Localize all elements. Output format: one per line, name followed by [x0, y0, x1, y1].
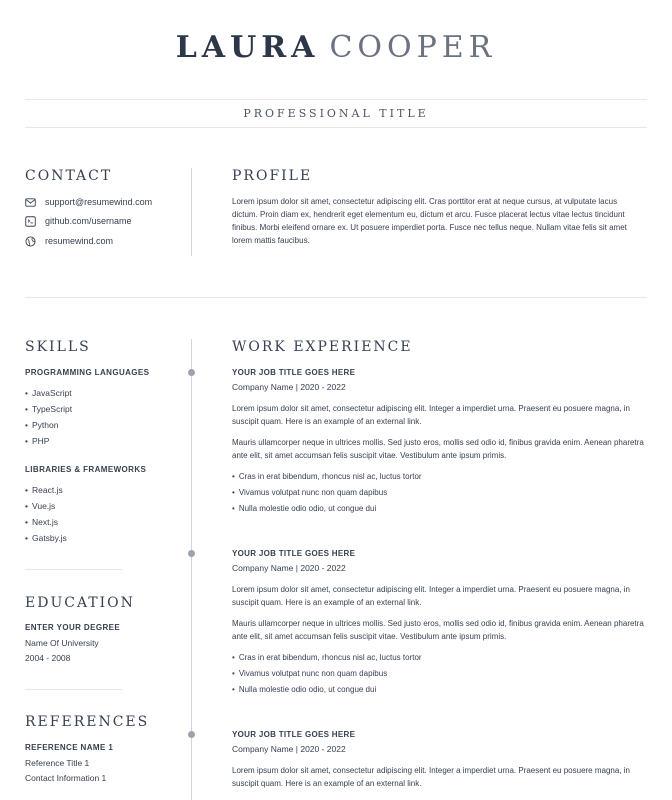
- skill-item: • PHP: [25, 436, 49, 446]
- skill-group-title: LIBRARIES & FRAMEWORKS: [25, 465, 147, 474]
- sidebar-separator: [25, 689, 122, 690]
- professional-title: PROFESSIONAL TITLE: [243, 107, 429, 120]
- timeline-dot: [188, 550, 195, 557]
- education-university: Name Of University: [25, 638, 99, 648]
- github-icon: [25, 216, 36, 227]
- reference-contact: Contact Information 1: [25, 773, 107, 783]
- first-name: LAURA: [175, 30, 320, 65]
- job-company: Company Name | 2020 - 2022: [232, 563, 346, 573]
- job-description: Mauris ullamcorper neque in ultrices mollis. Sed justo eros, mollis sed odio id, finibus gravida enim. Aenean pharetra ante elit, sit amet accumsan felis suscipit vitae. Vestibulum ante ipsum primis.: [232, 438, 644, 460]
- contact-website[interactable]: [25, 234, 113, 248]
- contact-github[interactable]: [25, 214, 132, 228]
- contact-website-text: resumewind.com: [45, 236, 114, 246]
- job-description: Lorem ipsum dolor sit amet, consectetur adipiscing elit. Integer a imperdiet urna. Praesent eu posuere magna, in suscipit quam. Here is an example of an external link.: [232, 404, 630, 426]
- skill-item: • React.js: [25, 485, 63, 495]
- globe-icon: [25, 236, 36, 247]
- job-title: YOUR JOB TITLE GOES HERE: [232, 730, 356, 739]
- job-bullet: • Vivamus volutpat nunc non quam dapibus: [232, 488, 387, 497]
- job-company: Company Name | 2020 - 2022: [232, 744, 346, 754]
- job-description: Lorem ipsum dolor sit amet, consectetur adipiscing elit. Integer a imperdiet urna. Praesent eu posuere magna, in suscipit quam. Here is an example of an external link.: [232, 766, 630, 788]
- skill-group-title: PROGRAMMING LANGUAGES: [25, 368, 150, 377]
- column-divider-top: [191, 168, 192, 256]
- timeline-dot: [188, 369, 195, 376]
- skill-item: • JavaScript: [25, 388, 72, 398]
- education-heading: EDUCATION: [25, 595, 135, 611]
- skill-item: • TypeScript: [25, 404, 72, 414]
- reference-title: Reference Title 1: [25, 758, 90, 768]
- sidebar-separator: [25, 569, 122, 570]
- skill-item: • Python: [25, 420, 58, 430]
- section-separator: [25, 297, 647, 298]
- skill-item: • Gatsby.js: [25, 533, 67, 543]
- job-bullet: • Cras in erat bibendum, rhoncus nisl ac, luctus tortor: [232, 653, 422, 662]
- contact-github-text: github.com/username: [45, 216, 132, 226]
- contact-heading: CONTACT: [25, 168, 113, 184]
- skill-item: • Vue.js: [25, 501, 55, 511]
- contact-email[interactable]: [25, 195, 152, 209]
- work-heading: WORK EXPERIENCE: [232, 339, 413, 355]
- reference-name: REFERENCE NAME 1: [25, 743, 114, 752]
- last-name: COOPER: [329, 30, 497, 65]
- skill-item: • Next.js: [25, 517, 58, 527]
- job-title: YOUR JOB TITLE GOES HERE: [232, 549, 356, 558]
- job-bullet: • Vivamus volutpat nunc non quam dapibus: [232, 669, 387, 678]
- references-heading: REFERENCES: [25, 714, 150, 730]
- timeline-dot: [188, 731, 195, 738]
- education-degree: ENTER YOUR DEGREE: [25, 623, 121, 632]
- mail-icon: [25, 197, 36, 208]
- profile-heading: PROFILE: [232, 168, 313, 184]
- job-title: YOUR JOB TITLE GOES HERE: [232, 368, 356, 377]
- skills-heading: SKILLS: [25, 339, 91, 355]
- profile-text: Lorem ipsum dolor sit amet, consectetur adipiscing elit. Cras porttitor erat at neque cursus, at vulputate lacus dictum. Proin diam ex, hendrerit eget elementum eu, dictum et arcu. Fusce placerat lectus vitae lectus tincidunt finibus. Morbi eleifend ornare ex. Ut posuere imperdiet porta. Fusce nec tellus neque. Nullam vitae felis sit amet lorem mattis faucibus.: [232, 197, 627, 245]
- job-bullet: • Nulla molestie odio odio, ut congue dui: [232, 504, 376, 513]
- contact-email-text: support@resumewind.com: [45, 197, 153, 207]
- job-bullet: • Nulla molestie odio odio, ut congue dui: [232, 685, 376, 694]
- job-bullet: • Cras in erat bibendum, rhoncus nisl ac, luctus tortor: [232, 472, 422, 481]
- job-description: Mauris ullamcorper neque in ultrices mollis. Sed justo eros, mollis sed odio id, finibus gravida enim. Aenean pharetra ante elit, sit amet accumsan felis suscipit vitae. Vestibulum ante ipsum primis.: [232, 619, 644, 641]
- job-company: Company Name | 2020 - 2022: [232, 382, 346, 392]
- name-heading: [0, 30, 672, 65]
- job-description: Lorem ipsum dolor sit amet, consectetur adipiscing elit. Integer a imperdiet urna. Praesent eu posuere magna, in suscipit quam. Here is an example of an external link.: [232, 585, 630, 607]
- education-years: 2004 - 2008: [25, 653, 71, 663]
